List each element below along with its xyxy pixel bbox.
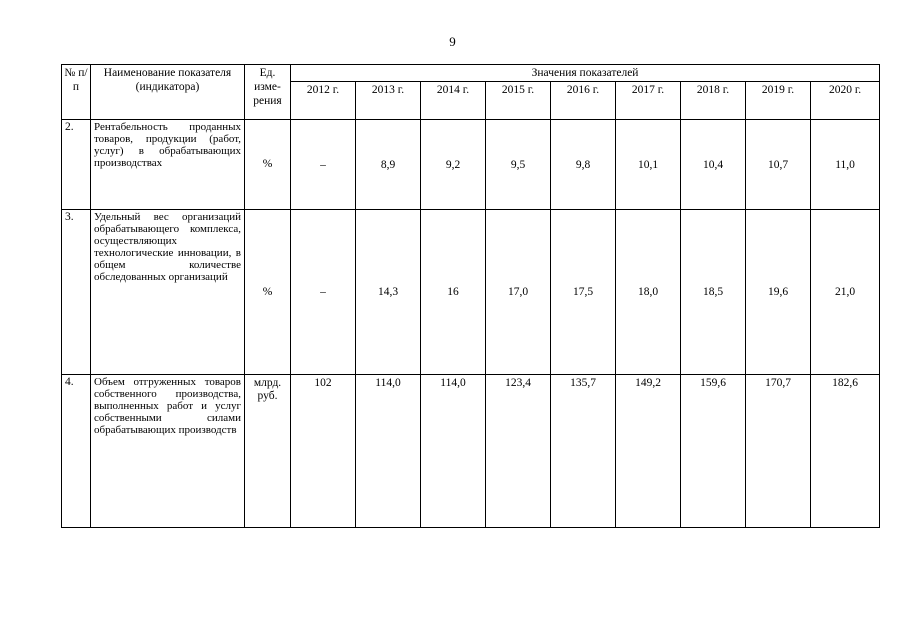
unit-cell: % <box>245 210 291 375</box>
value-cell: 10,7 <box>746 120 811 210</box>
value-cell: 16 <box>421 210 486 375</box>
value-cell: 9,5 <box>486 120 551 210</box>
page-number: 9 <box>449 34 456 49</box>
header-year-2017: 2017 г. <box>616 82 681 120</box>
header-year-2018: 2018 г. <box>681 82 746 120</box>
value-cell: 21,0 <box>811 210 880 375</box>
header-values-title: Значения показателей <box>291 65 880 82</box>
header-year-2014: 2014 г. <box>421 82 486 120</box>
table-row <box>62 375 880 528</box>
indicator-name: Объем отгруженных товаров собственного производства, выполненных работ и услуг собственными силами обрабатывающих производств <box>91 375 245 528</box>
value-cell: 17,5 <box>551 210 616 375</box>
value-cell: 18,0 <box>616 210 681 375</box>
value-cell: 102 <box>291 375 356 528</box>
table-row <box>62 120 880 210</box>
value-cell: 8,9 <box>356 120 421 210</box>
header-year-2016: 2016 г. <box>551 82 616 120</box>
unit-cell: % <box>245 120 291 210</box>
value-cell: – <box>291 120 356 210</box>
value-cell: 10,1 <box>616 120 681 210</box>
value-cell: 14,3 <box>356 210 421 375</box>
value-cell: 170,7 <box>746 375 811 528</box>
header-num: № п/п <box>62 65 91 120</box>
value-cell: 9,8 <box>551 120 616 210</box>
value-cell: 18,5 <box>681 210 746 375</box>
value-cell: 114,0 <box>356 375 421 528</box>
value-cell: 11,0 <box>811 120 880 210</box>
row-number: 3. <box>62 210 91 375</box>
header-row-top <box>62 65 880 82</box>
value-cell: 9,2 <box>421 120 486 210</box>
header-year-2015: 2015 г. <box>486 82 551 120</box>
row-number: 4. <box>62 375 91 528</box>
header-name: Наименование показателя (индикатора) <box>91 65 245 120</box>
row-number: 2. <box>62 120 91 210</box>
table-row <box>62 210 880 375</box>
header-year-2012: 2012 г. <box>291 82 356 120</box>
indicators-table <box>61 64 880 528</box>
value-cell: 123,4 <box>486 375 551 528</box>
header-year-2013: 2013 г. <box>356 82 421 120</box>
value-cell: 149,2 <box>616 375 681 528</box>
value-cell: 19,6 <box>746 210 811 375</box>
value-cell: – <box>291 210 356 375</box>
value-cell: 159,6 <box>681 375 746 528</box>
value-cell: 10,4 <box>681 120 746 210</box>
value-cell: 135,7 <box>551 375 616 528</box>
unit-cell: млрд. руб. <box>245 375 291 528</box>
value-cell: 114,0 <box>421 375 486 528</box>
header-year-2019: 2019 г. <box>746 82 811 120</box>
value-cell: 182,6 <box>811 375 880 528</box>
indicator-name: Рентабельность проданных товаров, продукции (работ, услуг) в обрабатывающих производствах <box>91 120 245 210</box>
header-unit: Ед. изме-рения <box>245 65 291 120</box>
indicator-name: Удельный вес организаций обрабатывающего комплекса, осуществляющих технологические инновации, в общем количестве обследованных организаций <box>91 210 245 375</box>
value-cell: 17,0 <box>486 210 551 375</box>
header-year-2020: 2020 г. <box>811 82 880 120</box>
